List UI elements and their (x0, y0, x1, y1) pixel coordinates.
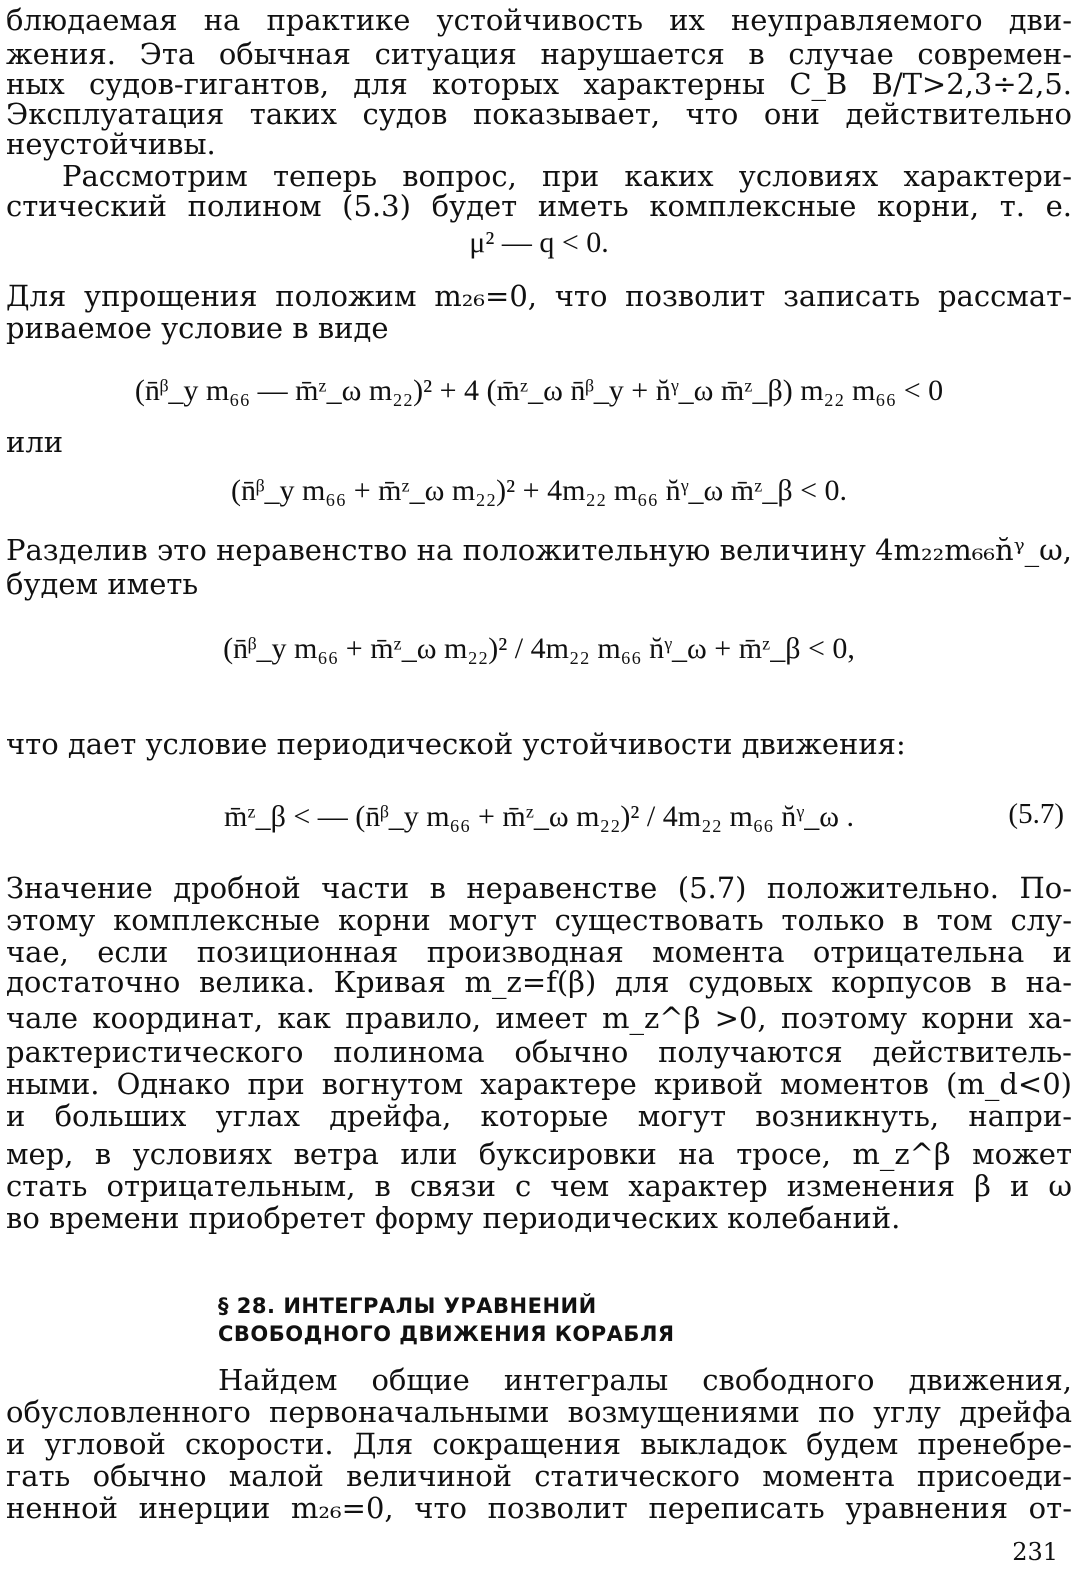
text-line: Эксплуатация таких судов показывает, что они действительно (6, 97, 1072, 131)
text-line: ными. Однако при вогнутом характере кривой моментов (m_d<0) (6, 1067, 1072, 1101)
text-line: рактеристического полинома обычно получаются действитель- (6, 1035, 1072, 1069)
text-line: что дает условие периодической устойчивости движения: (6, 727, 906, 761)
text-line: неустойчивы. (6, 127, 216, 161)
formula-5-7: m̄ᶻ_β < — (n̄ᵝ_y m₆₆ + m̄ᶻ_ω m₂₂)² / 4m₂₂ m₆₆ n̆ᵞ_ω . (224, 800, 854, 833)
text-line: ненной инерции m₂₆=0, что позволит переписать уравнения от- (6, 1491, 1072, 1525)
formula-condition-2: (n̄ᵝ_y m₆₆ + m̄ᶻ_ω m₂₂)² + 4m₂₂ m₆₆ n̆ᵞ_ω m̄ᶻ_β < 0. (230, 474, 848, 507)
text-line: чале координат, как правило, имеет m_z^β >0, поэтому корни ха- (6, 1001, 1072, 1035)
text-line: достаточно велика. Кривая m_z=f(β) для судовых корпусов в на- (6, 965, 1072, 999)
text-line: будем иметь (6, 567, 199, 601)
equation-number: (5.7) (1008, 798, 1064, 830)
text-line: Рассмотрим теперь вопрос, при каких условиях характери- (62, 159, 1072, 193)
text-line: и угловой скорости. Для сокращения выкладок будем пренебре- (6, 1427, 1072, 1461)
formula-mu-q: μ² — q < 0. (469, 226, 609, 259)
text-line: Найдем общие интегралы свободного движения, (218, 1363, 1072, 1397)
text-line: мер, в условиях ветра или буксировки на тросе, m_z^β может (6, 1137, 1072, 1171)
text-line: чае, если позиционная производная момента отрицательна и (6, 935, 1072, 969)
text-line: блюдаемая на практике устойчивость их неуправляемого дви- (6, 3, 1072, 37)
text-line: риваемое условие в виде (6, 311, 389, 345)
text-line: стический полином (5.3) будет иметь комплексные корни, т. е. (6, 189, 1072, 223)
text-line: обусловленного первоначальными возмущениями по углу дрейфа (6, 1395, 1072, 1429)
text-line: или (6, 425, 64, 459)
page-number: 231 (1012, 1538, 1058, 1566)
formula-divided: (n̄ᵝ_y m₆₆ + m̄ᶻ_ω m₂₂)² / 4m₂₂ m₆₆ n̆ᵞ_ω + m̄ᶻ_β < 0, (223, 632, 855, 665)
text-line: Значение дробной части в неравенстве (5.7) положительно. По- (6, 871, 1072, 905)
section-heading: § 28. ИНТЕГРАЛЫ УРАВНЕНИЙ (218, 1294, 597, 1318)
text-line: и больших углах дрейфа, которые могут возникнуть, напри- (6, 1099, 1072, 1133)
text-line: гать обычно малой величиной статического момента присоеди- (6, 1459, 1072, 1493)
text-line: ных судов-гигантов, для которых характерны C_B B/T>2,3÷2,5. (6, 67, 1072, 101)
text-line: Для упрощения положим m₂₆=0, что позволит записать рассмат- (6, 279, 1072, 313)
section-heading: СВОБОДНОГО ДВИЖЕНИЯ КОРАБЛЯ (218, 1322, 675, 1346)
text-line: Разделив это неравенство на положительную величину 4m₂₂m₆₆n̆ᵞ_ω, (6, 533, 1072, 567)
text-line: во времени приобретет форму периодических колебаний. (6, 1201, 901, 1235)
text-line: жения. Эта обычная ситуация нарушается в случае современ- (6, 37, 1072, 71)
text-line: стать отрицательным, в связи с чем характер изменения β и ω (6, 1169, 1072, 1203)
text-line: этому комплексные корни могут существовать только в том слу- (6, 903, 1072, 937)
formula-condition-1: (n̄ᵝ_y m₆₆ — m̄ᶻ_ω m₂₂)² + 4 (m̄ᶻ_ω n̄ᵝ_y + n̆ᵞ_ω m̄ᶻ_β) m₂₂ m₆₆ < 0 (134, 374, 944, 407)
